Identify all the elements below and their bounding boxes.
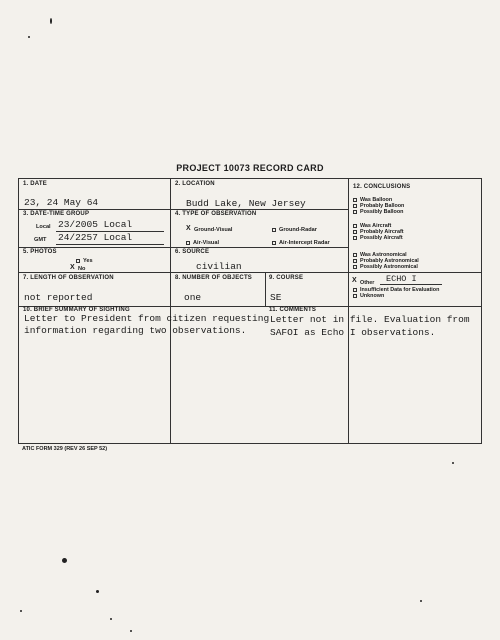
local-time-value: 23/2005 Local	[58, 219, 133, 230]
checkbox-icon	[353, 230, 357, 234]
comments-line: SAFOI as Echo I observations.	[270, 327, 436, 338]
scan-speck	[28, 36, 30, 38]
conclusion-probably-balloon: Probably Balloon	[353, 203, 404, 209]
conclusion-was-astronomical: Was Astronomical	[353, 252, 407, 258]
conclusion-other: Other	[360, 280, 375, 286]
source-label: 6. SOURCE	[175, 249, 210, 255]
checkbox-icon	[272, 228, 276, 232]
column-divider	[170, 178, 171, 444]
conclusion-was-aircraft: Was Aircraft	[353, 223, 391, 229]
conclusion-unknown: Unknown	[353, 293, 384, 299]
length-label: 7. LENGTH OF OBSERVATION	[23, 275, 114, 281]
course-label: 9. COURSE	[269, 275, 304, 281]
checkbox-icon	[353, 210, 357, 214]
checkbox-icon	[353, 265, 357, 269]
column-divider	[348, 178, 349, 444]
ground-radar-option: Ground-Radar	[272, 227, 317, 233]
air-intercept-radar-option: Air-Intercept Radar	[272, 240, 330, 246]
gmt-time-value: 24/2257 Local	[58, 232, 133, 243]
row-divider	[18, 247, 348, 248]
gmt-label: GMT	[34, 237, 47, 243]
conclusion-probably-astronomical: Probably Astronomical	[353, 258, 419, 264]
conclusion-other-check: X	[352, 277, 357, 284]
conclusions-label: 12. CONCLUSIONS	[353, 184, 411, 190]
scan-speck	[452, 462, 454, 464]
checkbox-icon	[353, 288, 357, 292]
observation-type-label: 4. TYPE OF OBSERVATION	[175, 211, 257, 217]
checkbox-icon	[353, 198, 357, 202]
objects-label: 8. NUMBER OF OBJECTS	[175, 275, 253, 281]
scan-speck	[130, 630, 132, 632]
conclusion-possibly-aircraft: Possibly Aircraft	[353, 235, 403, 241]
scan-speck	[96, 590, 99, 593]
date-time-group-label: 3. DATE-TIME GROUP	[23, 211, 90, 217]
ground-visual-option: Ground-Visual	[194, 227, 233, 233]
row-divider	[18, 209, 348, 210]
summary-label: 10. BRIEF SUMMARY OF SIGHTING	[23, 307, 130, 313]
scan-speck	[62, 558, 67, 563]
summary-line: information regarding two observations.	[24, 325, 247, 336]
comments-line: Letter not in file. Evaluation from	[270, 314, 470, 325]
form-number: ATIC FORM 329 (REV 26 SEP 52)	[22, 446, 108, 452]
photos-no-option: No	[78, 266, 86, 272]
local-label: Local	[36, 224, 51, 230]
conclusion-possibly-balloon: Possibly Balloon	[353, 209, 403, 215]
scan-speck	[20, 610, 22, 612]
length-value: not reported	[24, 292, 93, 303]
checkbox-icon	[76, 259, 80, 263]
location-label: 2. LOCATION	[175, 181, 215, 187]
summary-line: Letter to President from citizen requesting	[24, 313, 270, 324]
checkbox-icon	[272, 241, 276, 245]
photos-yes-option: Yes	[76, 258, 93, 264]
conclusion-other-value: ECHO I	[386, 274, 417, 284]
conclusion-possibly-astronomical: Possibly Astronomical	[353, 264, 418, 270]
conclusion-probably-aircraft: Probably Aircraft	[353, 229, 404, 235]
conclusion-was-balloon: Was Balloon	[353, 197, 392, 203]
scan-speck	[50, 18, 52, 24]
source-value: civilian	[196, 261, 242, 272]
checkbox-icon	[353, 236, 357, 240]
scan-speck	[420, 600, 422, 602]
other-underline	[380, 284, 442, 285]
air-visual-option: Air-Visual	[186, 240, 219, 246]
checkbox-icon	[353, 259, 357, 263]
scan-speck	[110, 618, 112, 620]
row-divider	[18, 272, 482, 273]
objects-value: one	[184, 292, 202, 303]
date-label: 1. DATE	[23, 181, 47, 187]
column-divider	[265, 272, 266, 306]
card-title: PROJECT 10073 RECORD CARD	[176, 163, 324, 173]
photos-label: 5. PHOTOS	[23, 249, 57, 255]
checkbox-icon	[353, 224, 357, 228]
checkbox-icon	[353, 204, 357, 208]
conclusion-insufficient-data: Insufficient Data for Evaluation	[353, 287, 439, 293]
photos-no-check: X	[70, 264, 75, 271]
comments-label: 11. COMMENTS	[269, 307, 317, 313]
checkbox-icon	[353, 253, 357, 257]
course-value: SE	[270, 292, 282, 303]
checkbox-icon	[353, 294, 357, 298]
checkbox-icon	[186, 241, 190, 245]
ground-visual-check: X	[186, 225, 191, 232]
location-value: Budd Lake, New Jersey	[186, 198, 306, 209]
gmt-underline	[56, 244, 164, 245]
date-value: 23, 24 May 64	[24, 197, 99, 208]
